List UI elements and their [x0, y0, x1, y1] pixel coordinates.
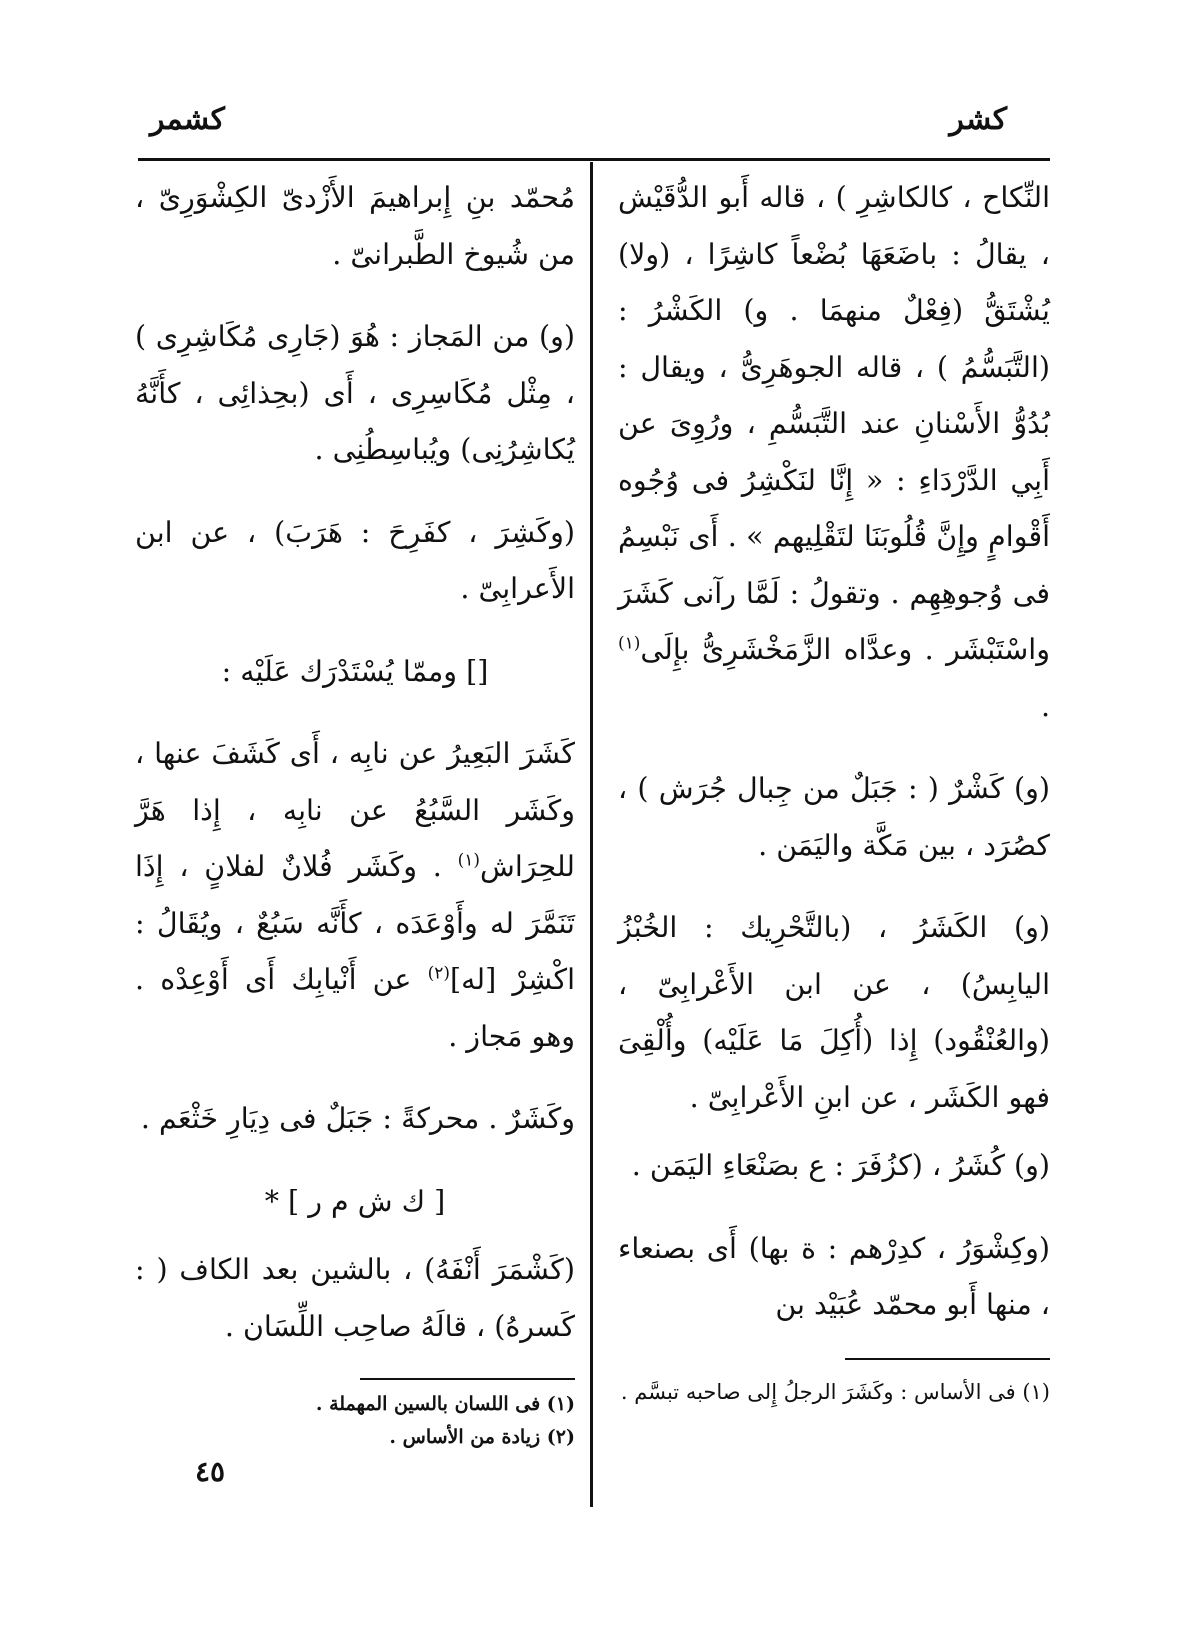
paragraph	[135, 726, 575, 1065]
footnote-rule	[845, 1358, 1050, 1360]
footnote: (٢) زيادة من الأساس .	[389, 1426, 575, 1448]
paragraph: (وكَشِرَ ، كفَرِحَ : هَرَبَ) ، عن ابن الأَعرابِىّ .	[135, 515, 575, 605]
footnote-marker: (١)	[618, 633, 641, 654]
paragraph-text: . وكَشَر فُلانٌ لفلانٍ ، إِذَا تَنَمَّرَ له وأَوْعَدَه ، كأَنَّه سَبُعٌ ، ويُقَالُ : اكْشِرْ [له]	[135, 850, 576, 996]
paragraph: (و) كُشَرُ ، (كزُفَرَ : ع بصَنْعَاءِ اليَمَن .	[631, 1149, 1050, 1182]
footnote-marker: (٢)	[427, 963, 450, 984]
right-column	[618, 170, 1050, 1334]
paragraph: (و) من المَجاز : هُوَ (جَارِى مُكَاشِرِى ) ، مِثْل مُكَاسِرِى ، أَى (بحِذائِى ، كأَنَّهُ يُكاشِرُنِى) ويُباسِطُنِى .	[135, 320, 575, 466]
paragraph: (و) الكَشَرُ ، (بالتَّحْرِيك : الخُبْزُ اليابِسُ) ، عن ابن الأَعْرابِىّ ، (والعُنْقُود) إِذا (أُكِلَ مَا عَلَيْه) وأُلْقِىَ فهو الكَشَر ، عن ابنِ الأَعْرابِىّ .	[618, 911, 1050, 1114]
section-heading: [] وممّا يُسْتَدْرَك عَلَيْه :	[221, 654, 489, 688]
page-number: ٤٥	[195, 1455, 226, 1488]
paragraph-text: النِّكاح ، كالكاشِرِ ) ، قاله أَبو الدُّقَيْش ، يقالُ : باضَعَهَا بُضْعاً كاشِرًا ، (ولا) يُشْتَقُّ (فِعْلٌ منهمَا . و) الكَشْرُ : (التَّبَسُّمُ ) ، قاله الجوهَرِىُّ ، ويقال : بُدُوُّ الأَسْنانِ عند التَّبَسُّمِ ، ورُوِىَ عن أَبِي الدَّرْدَاءِ : « إِنَّا لنَكْشِرُ فى وُجُوه أَقْوامٍ وإِنَّ قُلُوبَنَا لتَقْلِيهم » . أَى نَبْسِمُ فى وُجوهِهِم . وتقولُ : لَمَّا رآنى كَشَرَ واسْتَبْشَر . وعدَّاه الزَّمَخْشَرِىُّ بإِلَى	[618, 181, 1050, 666]
header-entry-left: كشمر	[150, 102, 225, 137]
paragraph: (و) كَشْرٌ ( : جَبَلٌ من جِبال جُرَش ) ، كصُرَد ، بين مَكَّة واليَمَن .	[618, 772, 1050, 862]
paragraph-text: كَشَرَ البَعِيرُ عن نابِه ، أَى كَشَفَ عنها ، وكَشَر السَّبُعُ عن نابِه ، إِذا هَرَّ للحِرَاش	[135, 737, 575, 883]
entry-heading: [ ك ش م ر ] *	[264, 1184, 446, 1218]
paragraph-text: عن أَنْيابِك أَى أَوْعِدْه .	[135, 963, 412, 996]
header-entry-right: كشر	[949, 102, 1007, 137]
footnote-marker: (١)	[457, 850, 481, 871]
footnote: (١) فى الأساس : وكَشَرَ الرجلُ إِلى صاحبه تبسَّم .	[620, 1380, 1050, 1404]
paragraph: (كَشْمَرَ أَنْفَهُ) ، بالشين بعد الكاف ( : كَسرهُ) ، قالَهُ صاحِب اللِّسَان .	[135, 1253, 575, 1343]
column-divider	[590, 162, 593, 1507]
paragraph: (وكِشْوَرُ ، كدِرْهم : ة بها) أَى بصنعاء ، منها أَبو محمّد عُبَيْد بن	[618, 1231, 1050, 1321]
paragraph-text: وهو مَجاز .	[448, 1019, 575, 1053]
footnote: (١) فى اللسان بالسين المهملة .	[315, 1393, 575, 1415]
footnotes-right	[618, 1372, 1050, 1412]
paragraph: النِّكاح ، كالكاشِرِ ) ، قاله أَبو الدُّقَيْش ، يقالُ : باضَعَهَا بُضْعاً كاشِرًا ، (ولا) يُشْتَقُّ (فِعْلٌ منهمَا . و) الكَشْرُ : (التَّبَسُّمُ ) ، قاله الجوهَرِىُّ ، ويقال : بُدُوُّ الأَسْنانِ عند التَّبَسُّمِ ، ورُوِىَ عن أَبِي الدَّرْدَاءِ : « إِنَّا لنَكْشِرُ فى وُجُوه أَقْوامٍ وإِنَّ قُلُوبَنَا لتَقْلِيهم » . أَى نَبْسِمُ فى وُجوهِهِم . وتقولُ : لَمَّا رآنى كَشَرَ واسْتَبْشَر . وعدَّاه الزَّمَخْشَرِىُّ بإِلَى$^{(١)}$ .	[618, 181, 1050, 723]
left-column	[135, 170, 575, 1355]
footnote-rule	[360, 1378, 575, 1380]
header-rule	[138, 158, 1050, 161]
footnotes-left	[240, 1388, 575, 1454]
paragraph: مُحمّد بنِ إِبراهيمَ الأَزْدىّ الكِشْوَرِىّ ، من شُيوخ الطَّبرانىّ .	[135, 181, 575, 271]
paragraph: وكَشَرٌ . محركةً : جَبَلٌ فى دِيَارِ خَثْعَم .	[140, 1102, 575, 1135]
